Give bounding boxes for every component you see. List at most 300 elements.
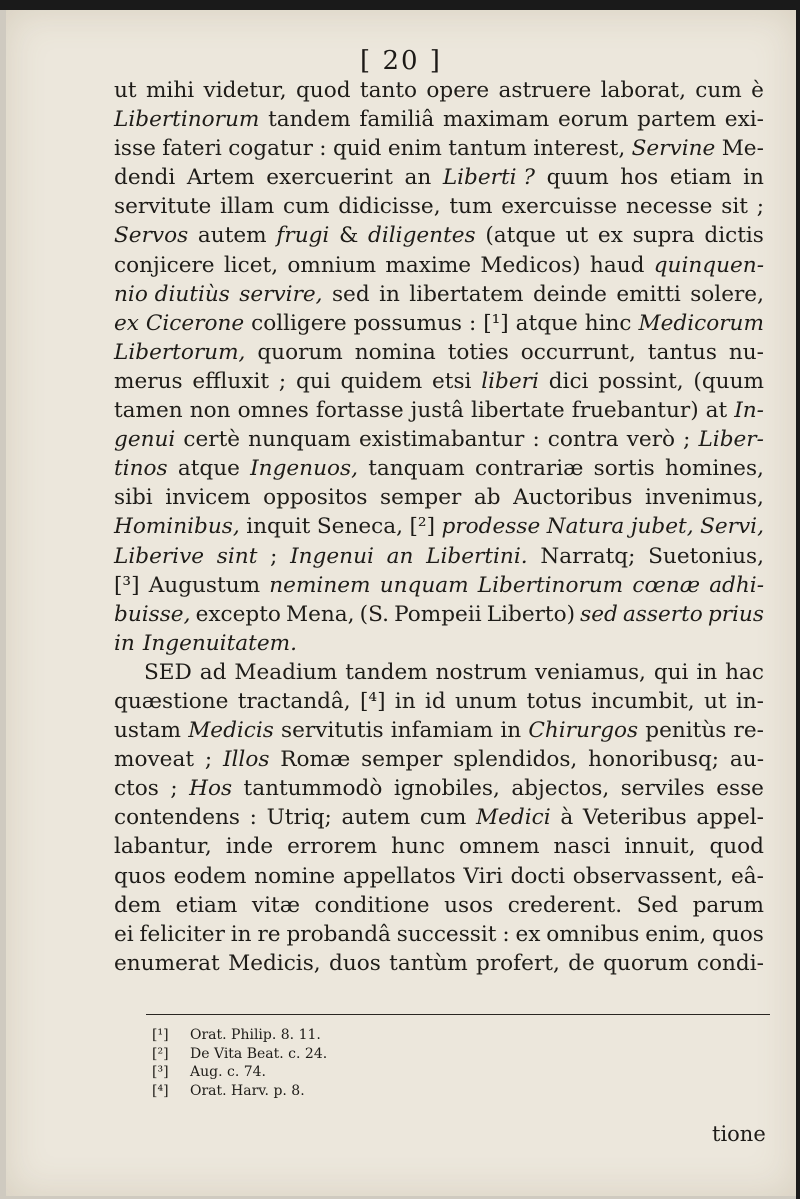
- word: Hos: [189, 776, 233, 802]
- footnote: [152, 1063, 327, 1082]
- word: abjectos,: [511, 776, 610, 802]
- word: (S.: [359, 601, 389, 627]
- word: etsi: [431, 368, 472, 394]
- word: an: [386, 543, 414, 569]
- word: appel-: [696, 805, 764, 831]
- word: dici: [548, 368, 589, 394]
- word: enim,: [645, 921, 707, 947]
- word: Viri: [463, 863, 503, 889]
- word: quidem: [340, 368, 423, 394]
- word: :: [249, 805, 257, 831]
- word: appellatos: [342, 863, 456, 889]
- word: cum: [283, 194, 330, 220]
- text-line: [114, 192, 764, 221]
- word: quod: [709, 834, 764, 860]
- word: jubet,: [630, 514, 694, 540]
- word: errorem: [287, 834, 378, 860]
- word: Illos: [222, 747, 270, 773]
- word: ut: [703, 688, 727, 714]
- text-line: [114, 163, 764, 192]
- text-line: [114, 774, 764, 803]
- footnote: [152, 1026, 327, 1045]
- word: certè: [183, 427, 241, 453]
- word: sed: [580, 601, 618, 627]
- word: Libertini.: [426, 543, 528, 569]
- word: Artem: [186, 165, 255, 191]
- word: autem: [341, 805, 411, 831]
- word: Libertinorum: [114, 107, 260, 133]
- word: invicem: [165, 485, 251, 511]
- text-line: [114, 629, 764, 658]
- word: id: [424, 688, 446, 714]
- word: Liber-: [698, 427, 764, 453]
- word: nio diutiùs: [114, 281, 230, 307]
- word: Ingenui: [290, 543, 374, 569]
- word: fruebantur): [571, 398, 699, 424]
- text-line: [114, 920, 764, 949]
- word: quid: [332, 136, 382, 162]
- word: tanto: [359, 78, 418, 103]
- word: quum: [546, 165, 609, 191]
- word: illam: [220, 194, 275, 220]
- word: prius: [707, 601, 764, 627]
- word: in: [379, 281, 400, 307]
- text-line: [114, 280, 764, 309]
- word: neminem: [269, 572, 371, 598]
- word: nomine: [254, 863, 336, 889]
- word: :: [319, 136, 327, 162]
- word: exercuerint: [266, 165, 393, 191]
- word: splendidos,: [453, 747, 578, 773]
- word: an: [404, 165, 432, 191]
- text-line: [114, 483, 764, 512]
- word: contrariæ: [475, 456, 584, 482]
- word: esse: [716, 776, 764, 802]
- word: liberi: [481, 368, 539, 394]
- word: quinquen-: [653, 252, 764, 278]
- text-line: [114, 512, 764, 541]
- word: in: [230, 921, 252, 947]
- word: quod: [295, 78, 351, 103]
- word: nasci: [553, 834, 611, 860]
- word: sibi: [114, 485, 153, 511]
- word: possint,: [598, 368, 684, 394]
- word: prodesse: [441, 514, 541, 540]
- word: dem: [114, 892, 162, 918]
- text-line: [114, 891, 764, 920]
- word: Romæ: [280, 747, 351, 773]
- word: Medici: [476, 805, 551, 831]
- word: conjicere: [114, 252, 215, 278]
- word: Meadium: [234, 659, 338, 685]
- text-line: [114, 396, 764, 425]
- word: :: [502, 921, 510, 947]
- word: haud: [589, 252, 645, 278]
- word: ei: [114, 921, 134, 947]
- word: moveat: [114, 747, 195, 773]
- word: [³]: [114, 572, 140, 598]
- word: in: [500, 718, 522, 744]
- word: familiâ: [359, 107, 435, 133]
- word: tantummodò: [243, 776, 383, 802]
- word: veniamus,: [534, 659, 646, 685]
- word: (quum: [693, 368, 764, 394]
- page-number: [ 20 ]: [360, 46, 442, 76]
- word: Augustum: [148, 572, 261, 598]
- text-line: [114, 425, 764, 454]
- word: deinde: [532, 281, 607, 307]
- word: mihi: [145, 78, 195, 103]
- footnote-mark: [¹]: [152, 1027, 169, 1043]
- word: interest,: [533, 136, 626, 162]
- word: hos: [620, 165, 659, 191]
- word: contra: [547, 427, 619, 453]
- word: licet,: [223, 252, 279, 278]
- word: partem: [637, 107, 717, 133]
- word: ;: [270, 543, 278, 569]
- word: conditione: [314, 892, 430, 918]
- word: omnem: [458, 834, 540, 860]
- word: cum: [695, 78, 742, 103]
- word: laborat,: [600, 78, 686, 103]
- word: au-: [729, 747, 764, 773]
- word: sortis: [593, 456, 655, 482]
- word: duos: [329, 950, 381, 976]
- word: In-: [734, 398, 764, 424]
- word: Medicos): [480, 252, 581, 278]
- word: asserto: [622, 601, 703, 627]
- word: parum: [692, 892, 764, 918]
- word: possumus: [353, 310, 462, 336]
- word: SED: [144, 659, 192, 685]
- word: successit: [396, 921, 497, 947]
- word: Ingenuitatem.: [142, 630, 297, 656]
- word: omnibus: [546, 921, 640, 947]
- word: Narratq;: [540, 543, 636, 569]
- word: existimabantur: [358, 427, 525, 453]
- word: justâ: [410, 398, 464, 424]
- page-right-edge: [796, 0, 800, 1199]
- footnotes: [152, 1026, 327, 1100]
- word: Liberive: [114, 543, 205, 569]
- text-line: [114, 542, 764, 571]
- text-line: [114, 454, 764, 483]
- word: fortasse: [315, 398, 404, 424]
- word: è: [751, 78, 764, 103]
- word: fateri: [162, 136, 222, 162]
- word: eorum: [557, 107, 629, 133]
- word: observassent,: [572, 863, 724, 889]
- text-line: [114, 221, 764, 250]
- word: ctos: [114, 776, 159, 802]
- word: oppositos: [263, 485, 368, 511]
- word: nostrum: [435, 659, 528, 685]
- word: videtur,: [203, 78, 287, 103]
- word: tanquam: [368, 456, 465, 482]
- word: feliciter: [139, 921, 225, 947]
- word: necesse: [625, 194, 713, 220]
- text-line: [114, 571, 764, 600]
- word: servire,: [239, 281, 323, 307]
- word: Sed: [636, 892, 679, 918]
- word: dictis: [704, 223, 764, 249]
- word: innuit,: [624, 834, 696, 860]
- word: emitti: [616, 281, 681, 307]
- word: penitùs: [645, 718, 727, 744]
- word: Me-: [721, 136, 764, 162]
- body-text: [114, 76, 764, 978]
- word: adhi-: [709, 572, 764, 598]
- word: enim: [387, 136, 442, 162]
- word: totus: [526, 688, 582, 714]
- word: occurrunt,: [520, 339, 636, 365]
- word: Utriq;: [266, 805, 332, 831]
- text-line: [114, 803, 764, 832]
- word: in: [696, 659, 718, 685]
- word: ;: [756, 194, 764, 220]
- word: isse: [114, 136, 156, 162]
- footnote-text: Orat. Harv. p. 8.: [190, 1082, 305, 1099]
- word: semper: [361, 747, 443, 773]
- word: Liberto): [486, 601, 576, 627]
- word: ustam: [114, 718, 182, 744]
- word: libertatem: [409, 281, 524, 307]
- word: in: [394, 688, 416, 714]
- word: sit: [721, 194, 748, 220]
- word: Seneca,: [316, 514, 403, 540]
- word: servitute: [114, 194, 212, 220]
- word: atque: [515, 310, 578, 336]
- word: non: [189, 398, 231, 424]
- word: semper: [380, 485, 462, 511]
- word: merus: [114, 368, 183, 394]
- word: labantur,: [114, 834, 212, 860]
- word: de: [568, 950, 595, 976]
- text-line: [114, 367, 764, 396]
- word: infamiam: [390, 718, 494, 744]
- word: tinos: [114, 456, 168, 482]
- footnote-text: Orat. Philip. 8. 11.: [190, 1027, 321, 1043]
- word: ab: [473, 485, 501, 511]
- word: condi-: [696, 950, 764, 976]
- word: toties: [447, 339, 509, 365]
- word: serviles: [620, 776, 705, 802]
- word: Libertorum,: [114, 339, 246, 365]
- footnote: [152, 1082, 327, 1101]
- word: hunc: [391, 834, 445, 860]
- word: Servos: [114, 223, 189, 249]
- word: re-: [733, 718, 764, 744]
- word: nunquam: [248, 427, 351, 453]
- word: at: [705, 398, 728, 424]
- word: cœnæ: [632, 572, 700, 598]
- footnote-mark: [⁴]: [152, 1082, 169, 1099]
- word: genui: [114, 427, 176, 453]
- word: maximam: [442, 107, 550, 133]
- word: (atque: [485, 223, 556, 249]
- word: quorum: [603, 950, 689, 976]
- word: buisse,: [114, 601, 191, 627]
- word: Libertinorum: [477, 572, 624, 598]
- word: frugi: [276, 223, 330, 249]
- word: ignobiles,: [393, 776, 500, 802]
- word: &: [339, 223, 359, 249]
- word: docti: [510, 863, 566, 889]
- text-line: [114, 251, 764, 280]
- word: Chirurgos: [528, 718, 639, 744]
- word: profert,: [476, 950, 560, 976]
- word: libertate: [470, 398, 565, 424]
- word: tantus: [647, 339, 717, 365]
- word: contendens: [114, 805, 240, 831]
- text-line: [114, 949, 764, 978]
- word: didicisse,: [338, 194, 441, 220]
- word: supra: [632, 223, 695, 249]
- word: ;: [278, 368, 287, 394]
- word: eâ-: [731, 863, 764, 889]
- word: Liberti ?: [442, 165, 536, 191]
- word: nomina: [354, 339, 436, 365]
- word: :: [532, 427, 540, 453]
- footnote-rule: [146, 1014, 770, 1015]
- word: sint: [216, 543, 258, 569]
- word: enumerat: [114, 950, 220, 976]
- page-top-edge: [0, 0, 800, 10]
- word: atque: [177, 456, 240, 482]
- word: quos: [712, 921, 764, 947]
- word: ut: [565, 223, 589, 249]
- word: Suetonius,: [648, 543, 764, 569]
- word: invenimus,: [644, 485, 764, 511]
- word: verò: [626, 427, 676, 453]
- word: eodem: [173, 863, 247, 889]
- word: ;: [683, 427, 691, 453]
- word: astruere: [498, 78, 592, 103]
- word: Pompeii: [394, 601, 482, 627]
- text-line: [114, 658, 764, 687]
- word: solere,: [690, 281, 764, 307]
- word: Veteribus: [582, 805, 687, 831]
- footnote: [152, 1045, 327, 1064]
- word: nu-: [728, 339, 764, 365]
- text-line: [114, 600, 764, 629]
- word: Servine: [631, 136, 716, 162]
- word: Auctoribus: [513, 485, 633, 511]
- word: unum: [454, 688, 518, 714]
- word: quæstione: [114, 688, 229, 714]
- word: autem: [197, 223, 267, 249]
- word: Mena,: [286, 601, 355, 627]
- word: in: [114, 630, 135, 656]
- text-line: [114, 309, 764, 338]
- word: à: [560, 805, 574, 831]
- text-line: [114, 105, 764, 134]
- word: ;: [204, 747, 213, 773]
- word: unquam: [379, 572, 469, 598]
- word: in: [743, 165, 764, 191]
- word: tantum: [448, 136, 527, 162]
- word: Ingenuos,: [250, 456, 358, 482]
- word: etiam: [669, 165, 732, 191]
- text-line: [114, 338, 764, 367]
- word: tandem: [345, 659, 428, 685]
- footnote-text: De Vita Beat. c. 24.: [190, 1045, 328, 1062]
- word: servitutis: [281, 718, 384, 744]
- word: [⁴]: [359, 688, 386, 714]
- text-line: [114, 862, 764, 891]
- word: usos: [444, 892, 494, 918]
- word: ex: [515, 921, 541, 947]
- word: ad: [199, 659, 227, 685]
- word: dendi: [114, 165, 176, 191]
- word: excepto: [195, 601, 281, 627]
- text-line: [114, 687, 764, 716]
- word: probandâ: [286, 921, 391, 947]
- word: honoribusq;: [588, 747, 720, 773]
- word: cum: [419, 805, 467, 831]
- word: tandem: [268, 107, 351, 133]
- word: vitæ: [251, 892, 300, 918]
- text-line: [114, 745, 764, 774]
- word: [¹]: [483, 310, 509, 336]
- word: ex Cicerone: [114, 310, 245, 336]
- word: ut: [114, 78, 137, 103]
- word: qui: [653, 659, 689, 685]
- word: quos: [114, 863, 166, 889]
- word: quorum: [257, 339, 343, 365]
- word: opere: [426, 78, 490, 103]
- word: Natura: [546, 514, 625, 540]
- footnote-mark: [³]: [152, 1064, 169, 1080]
- word: ex: [597, 223, 623, 249]
- word: etiam: [175, 892, 238, 918]
- word: tantùm: [389, 950, 468, 976]
- word: crederent.: [507, 892, 623, 918]
- word: inquit: [246, 514, 311, 540]
- word: cogatur: [228, 136, 313, 162]
- word: [²]: [409, 514, 436, 540]
- word: omnium: [287, 252, 377, 278]
- word: diligentes: [368, 223, 476, 249]
- word: ;: [170, 776, 178, 802]
- word: tamen: [114, 398, 183, 424]
- catchword: tione: [712, 1122, 766, 1146]
- word: qui: [296, 368, 331, 394]
- word: tum: [449, 194, 493, 220]
- text-line: [114, 134, 764, 163]
- word: exi-: [724, 107, 764, 133]
- word: exercuisse: [501, 194, 618, 220]
- text-line: [114, 716, 764, 745]
- word: incumbit,: [591, 688, 695, 714]
- word: Servi,: [700, 514, 764, 540]
- word: hac: [725, 659, 764, 685]
- word: :: [468, 310, 477, 336]
- word: hinc: [584, 310, 632, 336]
- word: colligere: [251, 310, 347, 336]
- footnote-mark: [²]: [152, 1045, 169, 1062]
- word: re: [257, 921, 281, 947]
- word: tractandâ,: [237, 688, 351, 714]
- text-line: [114, 76, 764, 105]
- word: sed: [331, 281, 370, 307]
- word: Medicis: [188, 718, 274, 744]
- word: homines,: [664, 456, 764, 482]
- word: effluxit: [192, 368, 270, 394]
- word: Medicorum: [638, 310, 764, 336]
- text-line: [114, 832, 764, 861]
- word: omnes: [237, 398, 309, 424]
